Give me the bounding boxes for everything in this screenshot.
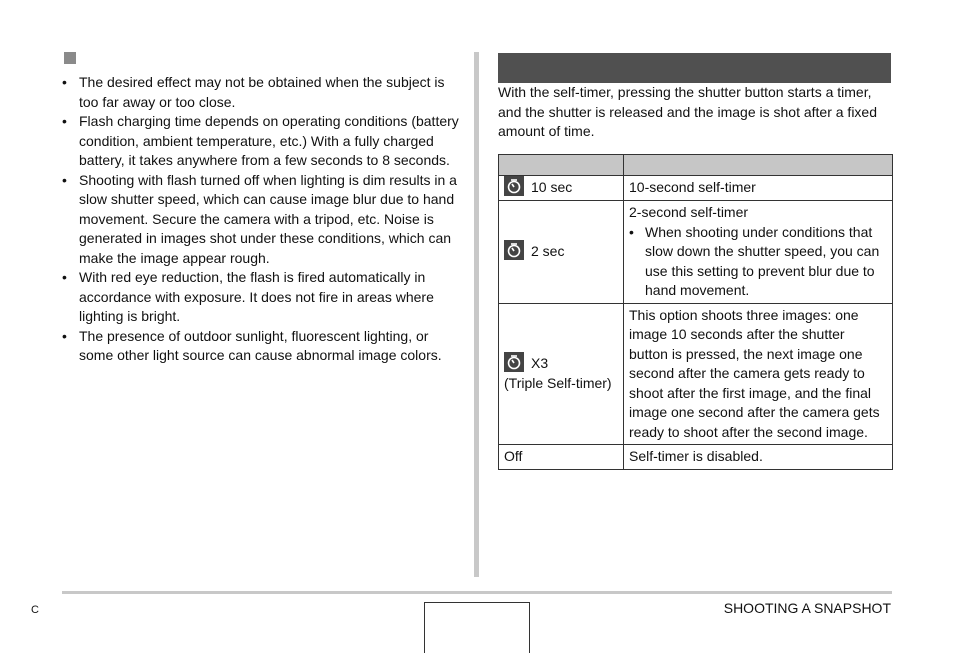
list-item: • The desired effect may not be obtained when the subject is too far away or too close. xyxy=(62,73,462,112)
self-timer-icon xyxy=(504,352,524,372)
table-row xyxy=(499,445,893,470)
corner-mark: C xyxy=(31,604,39,616)
table-header-cell xyxy=(499,155,624,176)
description-cell xyxy=(624,201,893,304)
self-timer-table xyxy=(498,154,893,470)
setting-cell: Off xyxy=(499,445,624,470)
table-row xyxy=(499,176,893,201)
setting-label: 2 sec xyxy=(531,242,565,259)
table-row xyxy=(499,201,893,304)
intro-paragraph: With the self-timer, pressing the shutter button starts a timer, and the shutter is released and the image is shot after a fixed amount of time. xyxy=(498,84,878,139)
section-marker-square xyxy=(64,52,76,64)
list-item: • When shooting under conditions that slow down the shutter speed, you can use this setting to prevent blur due to hand movement. xyxy=(629,223,887,301)
table-header-cell xyxy=(624,155,893,176)
table-row xyxy=(499,303,893,445)
footer-rule xyxy=(62,591,892,594)
list-item: • Shooting with flash turned off when lighting is dim results in a slow shutter speed, which can cause image blur due to hand movement. Secure the camera with a tripod, etc. Noise is generated in images shot under these conditions, which can make the image appear rough. xyxy=(62,171,462,269)
description-cell: Self-timer is disabled. xyxy=(624,445,893,470)
setting-cell xyxy=(499,303,624,445)
list-item: • With red eye reduction, the flash is fired automatically in accordance with exposure. It does not fire in areas where lighting is bright. xyxy=(62,268,462,327)
section-heading-bar xyxy=(498,53,891,83)
list-item: • Flash charging time depends on operating conditions (battery condition, ambient temperature, etc.) With a fully charged battery, it takes anywhere from a few seconds to 8 seconds. xyxy=(62,112,462,171)
table-header-row xyxy=(499,155,893,176)
description-cell: This option shoots three images: one image 10 seconds after the shutter button is pressed, the next image one second after the camera gets ready to shoot after the first image, and the final image one second after the camera gets ready to shoot after the second image. xyxy=(624,303,893,445)
setting-cell xyxy=(499,201,624,304)
setting-label: 10 sec xyxy=(531,179,573,195)
description-text: 2-second self-timer xyxy=(629,204,749,221)
self-timer-icon xyxy=(504,240,524,260)
page-number-box xyxy=(424,602,530,653)
section-title: SHOOTING A SNAPSHOT xyxy=(723,600,891,616)
setting-cell xyxy=(499,176,624,201)
flash-notes-list xyxy=(62,73,462,366)
description-notes xyxy=(629,223,887,301)
description-cell: 10-second self-timer xyxy=(624,176,893,201)
setting-sublabel: (Triple Self-timer) xyxy=(504,375,612,392)
setting-label: X3 xyxy=(531,355,549,372)
list-item: • The presence of outdoor sunlight, fluorescent lighting, or some other light source can cause abnormal image colors. xyxy=(62,327,462,366)
self-timer-icon xyxy=(504,176,524,196)
column-divider xyxy=(474,52,479,577)
